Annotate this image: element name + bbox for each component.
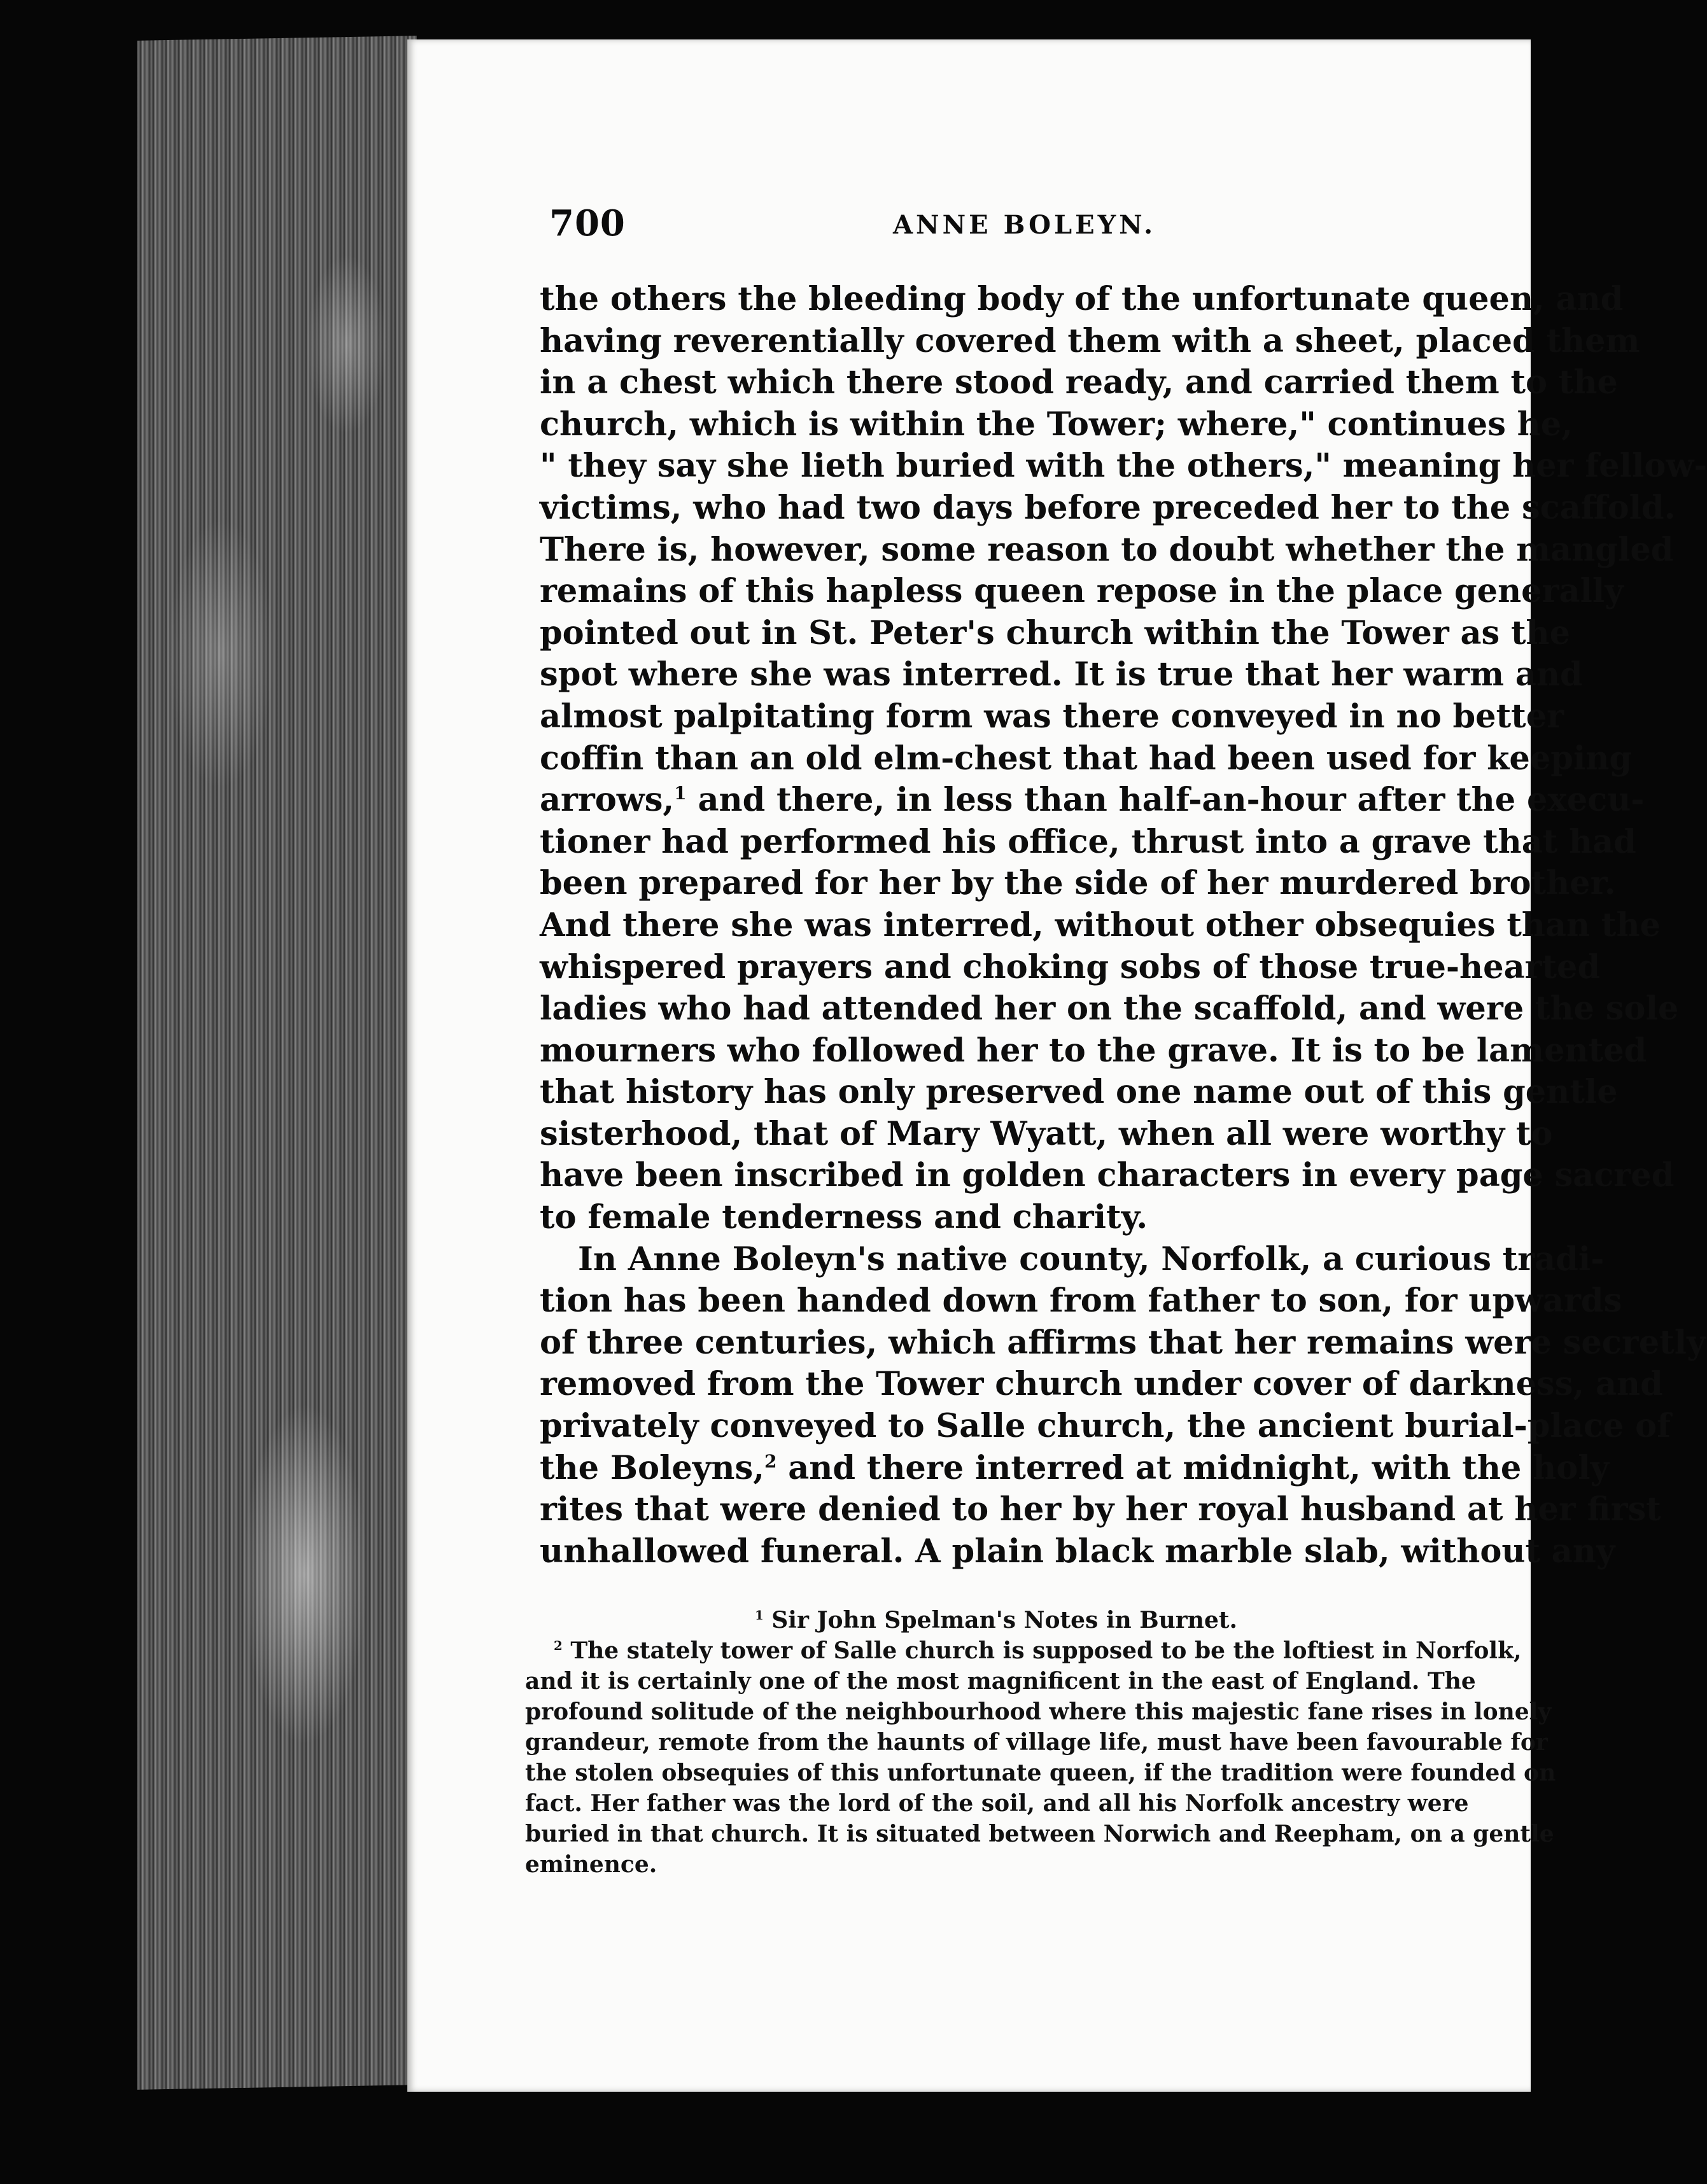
text-line: almost palpitating form was there conveyed in no better	[540, 697, 1564, 736]
text-line: whispered prayers and choking sobs of those true-hearted	[540, 948, 1601, 986]
text-line-with-footnote	[540, 1448, 1610, 1490]
text-line: coffin than an old elm-chest that had been used for keeping	[540, 739, 1633, 778]
text-line: privately conveyed to Salle church, the ancient burial-place of	[540, 1407, 1671, 1446]
footnote-mark: 2	[764, 1450, 777, 1472]
running-head	[549, 202, 1479, 253]
footnote-2-line: grandeur, remote from the haunts of village life, must have been favourable for	[525, 1729, 1548, 1756]
text-line-with-footnote	[540, 780, 1645, 822]
text-line: been prepared for her by the side of her murdered brother.	[540, 864, 1616, 903]
text-line: rites that were denied to her by her royal husband at her first	[540, 1490, 1661, 1529]
text-line: that history has only preserved one name out of this gentle	[540, 1073, 1618, 1112]
text-line: the others the bleeding body of the unfortunate queen, and	[540, 280, 1624, 318]
text-line: ladies who had attended her on the scaffold, and were the sole	[540, 990, 1679, 1028]
footnote-2-line: and it is certainly one of the most magnificent in the east of England. The	[525, 1668, 1476, 1695]
text-line: mourners who followed her to the grave. It is to be lamented	[540, 1031, 1647, 1070]
footnote-mark: 1	[754, 1607, 764, 1623]
body-text	[540, 279, 1707, 1572]
text-line: There is, however, some reason to doubt whether the mangled	[540, 530, 1674, 569]
text-line: have been inscribed in golden characters in every page sacred	[540, 1156, 1675, 1195]
page-number: 700	[549, 202, 626, 244]
footnote-2-line: the stolen obsequies of this unfortunate queen, if the tradition were founded on	[525, 1760, 1556, 1786]
text-line: And there she was interred, without other obsequies than the	[540, 906, 1661, 944]
text-fragment: the Boleyns,	[540, 1448, 764, 1487]
text-line: unhallowed funeral. A plain black marble slab, without any	[540, 1532, 1615, 1571]
text-line: removed from the Tower church under cover of darkness, and	[540, 1365, 1663, 1404]
footnotes	[525, 1605, 1556, 1880]
footnote-2-line: fact. Her father was the lord of the soil, and all his Norfolk ancestry were	[525, 1790, 1469, 1817]
footnote-2-line: profound solitude of the neighbourhood where this majestic fane rises in lonely	[525, 1698, 1552, 1725]
text-fragment: arrows,	[540, 781, 675, 820]
text-line: having reverentially covered them with a sheet, placed them	[540, 321, 1640, 360]
text-line: " they say she lieth buried with the others," meaning her fellow-	[540, 447, 1707, 486]
text-line: to female tenderness and charity.	[540, 1198, 1148, 1237]
text-line: pointed out in St. Peter's church within the Tower as the	[540, 613, 1571, 652]
book-page-edge	[137, 36, 417, 2090]
footnote-text: The stately tower of Salle church is supposed to be the loftiest in Norfolk,	[570, 1637, 1522, 1664]
text-line: victims, who had two days before preceded her to the scaffold.	[540, 488, 1676, 527]
text-line: In Anne Boleyn's native county, Norfolk, a curious tradi-	[578, 1240, 1605, 1278]
footnote-mark: 2	[554, 1638, 563, 1653]
text-line: tioner had performed his office, thrust into a grave that had	[540, 822, 1636, 861]
text-line: of three centuries, which affirms that her remains were secretly	[540, 1323, 1706, 1362]
text-fragment: and there interred at midnight, with the holy	[776, 1448, 1610, 1487]
text-line: church, which is within the Tower; where," continues he,	[540, 405, 1573, 444]
text-line: remains of this hapless queen repose in the place generally	[540, 572, 1624, 611]
text-fragment: and there, in less than half-an-hour after the execu-	[686, 781, 1645, 820]
text-line: spot where she was interred. It is true that her warm and	[540, 655, 1583, 694]
footnote-2-line	[525, 1635, 1522, 1666]
text-line: sisterhood, that of Mary Wyatt, when all were worthy to	[540, 1114, 1553, 1153]
footnote-text: Sir John Spelman's Notes in Burnet.	[771, 1607, 1238, 1634]
text-line: in a chest which there stood ready, and carried them to the	[540, 363, 1618, 402]
footnote-1	[525, 1605, 1467, 1635]
text-line: tion has been handed down from father to son, for upwards	[540, 1282, 1622, 1320]
footnote-2-line: buried in that church. It is situated between Norwich and Reepham, on a gentle	[525, 1821, 1554, 1847]
footnote-2-line: eminence.	[525, 1851, 657, 1878]
running-title: ANNE BOLEYN.	[893, 210, 1156, 240]
footnote-mark: 1	[674, 783, 687, 804]
